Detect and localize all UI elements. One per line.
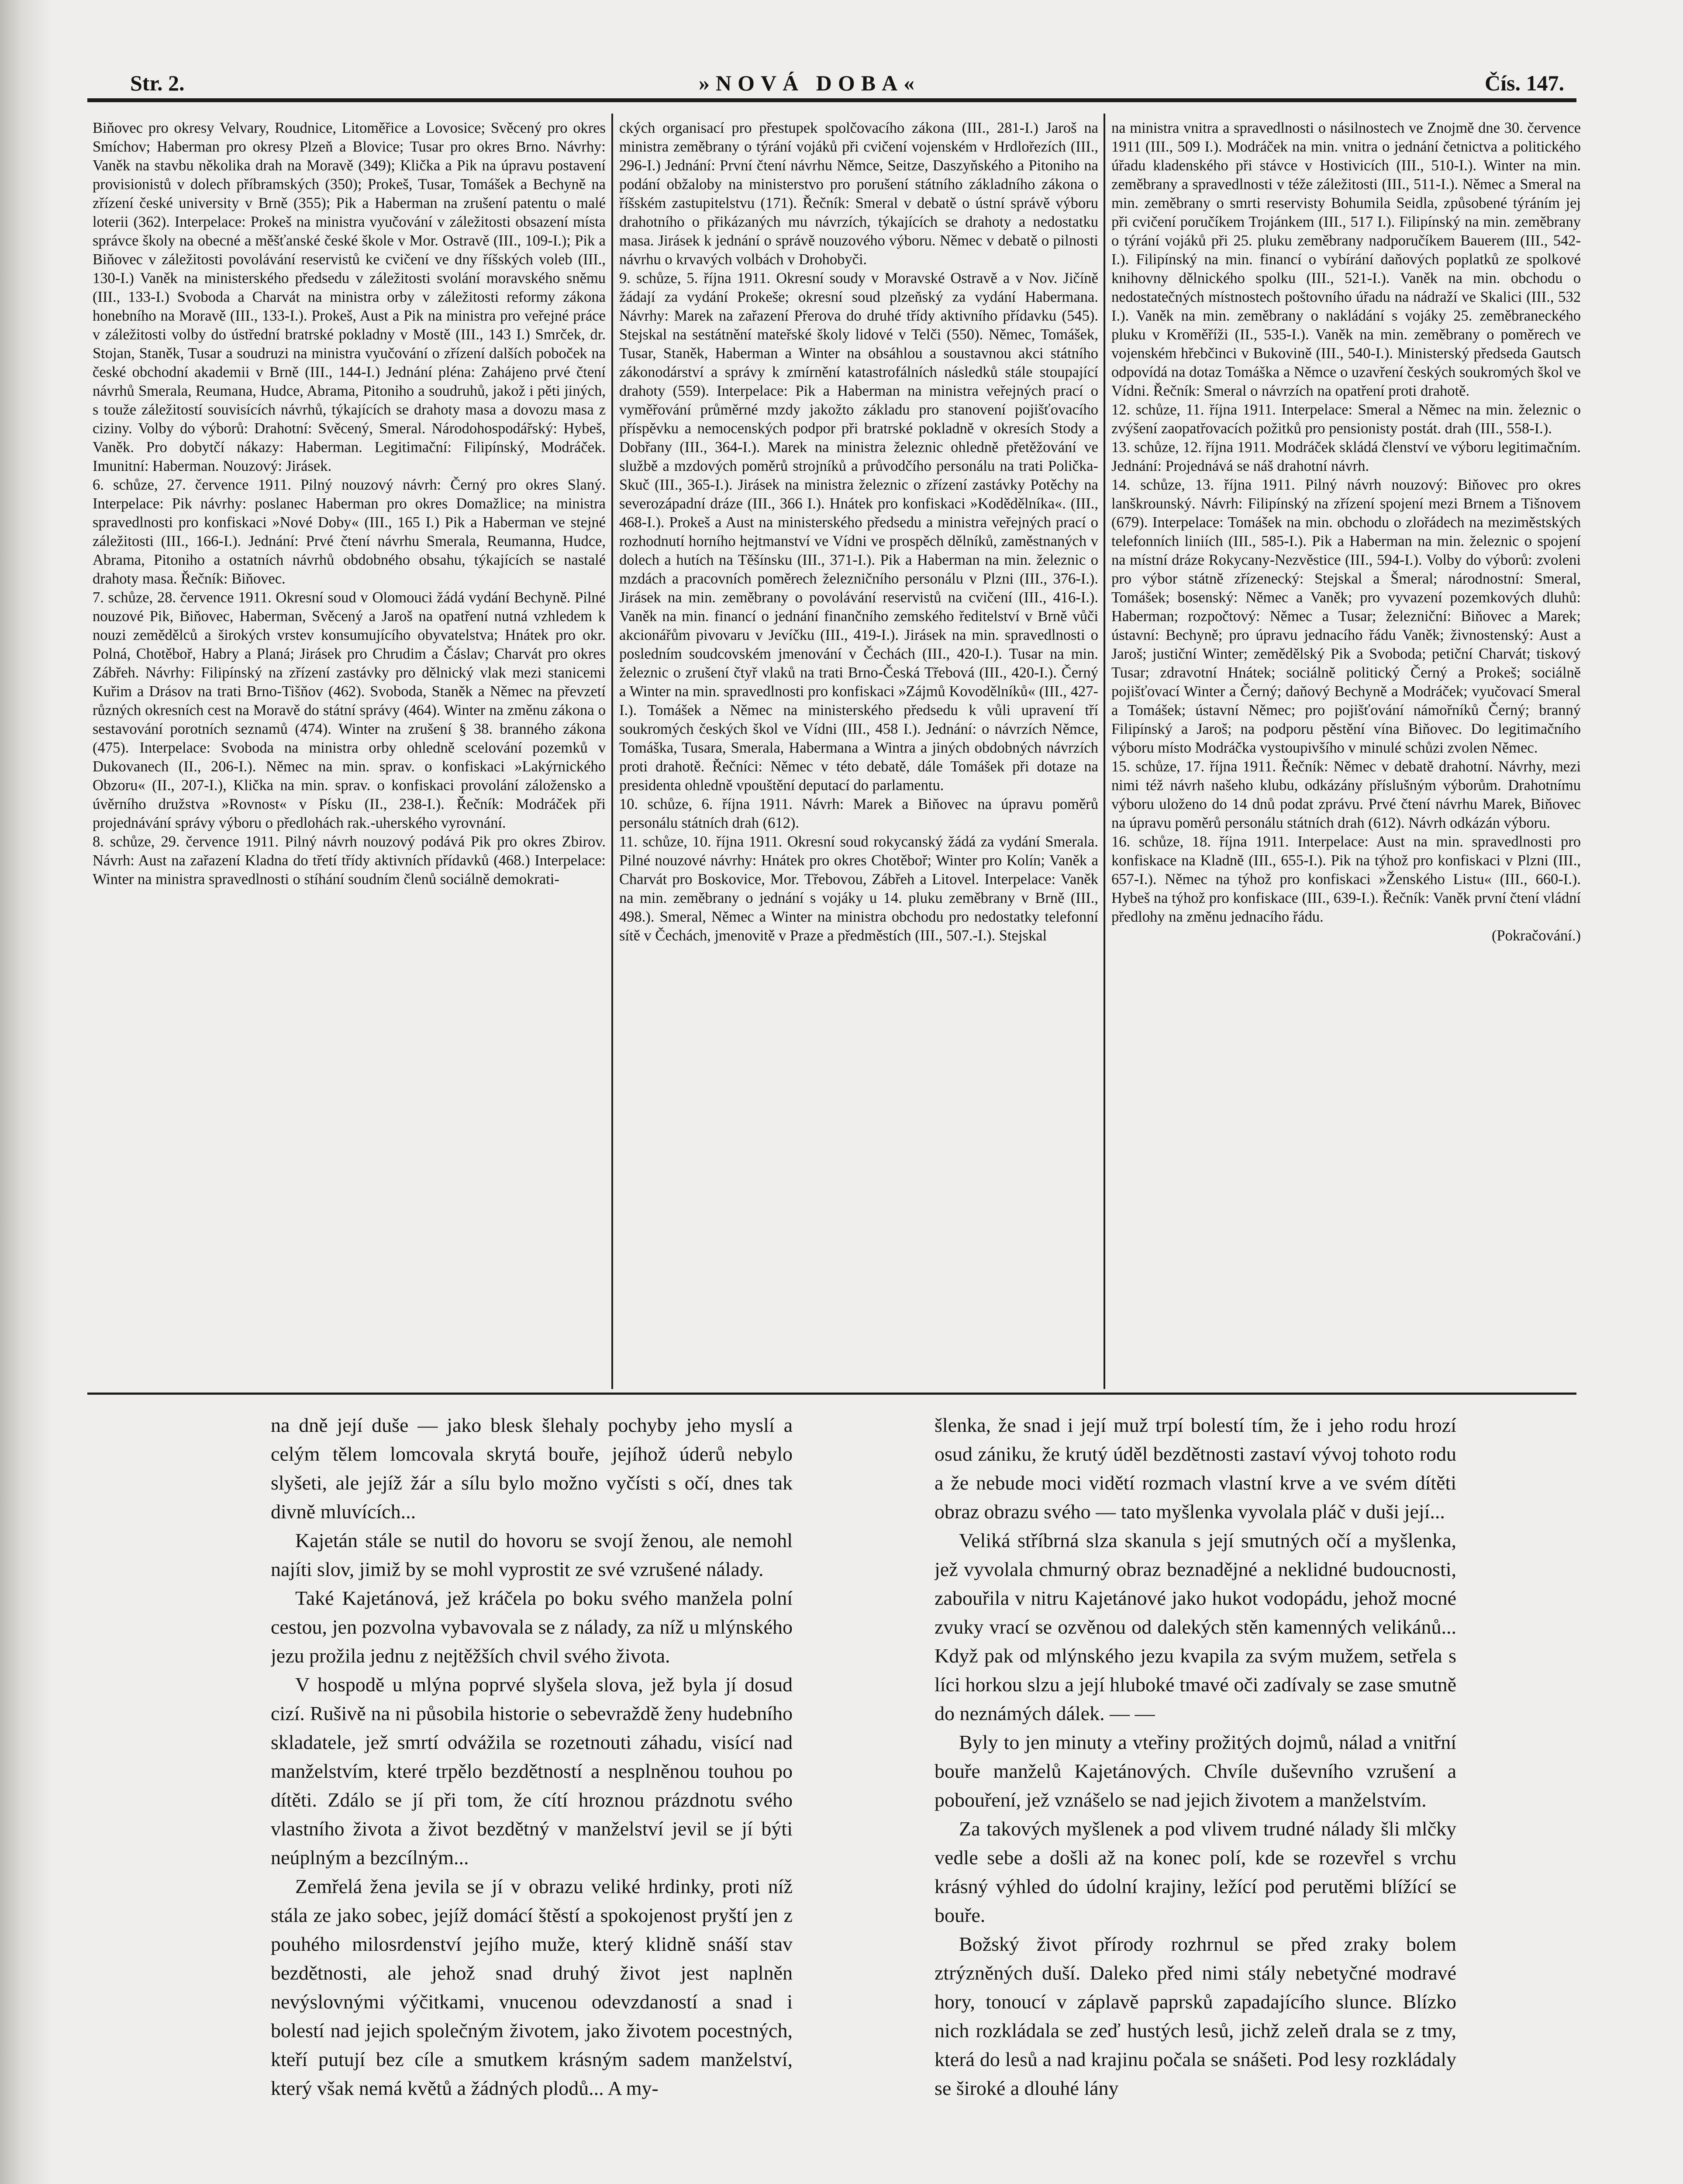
column-paragraph: 13. schůze, 12. října 1911. Modráček skládá členství ve výboru legitimačním. Jednání: Projednává se náš drahotní návrh. bbox=[1111, 439, 1581, 474]
column-paragraph: 15. schůze, 17. října 1911. Řečník: Němec v debatě drahotní. Návrhy, mezi nimi též návrh našeho klubu, odkázány příslušným výborům. Drahotnímu výboru uloženo do 14 dnů podat zprávu. Prvé čtení návrhu Marek, Biňovec na úpravu poměrů personálu státních drah (612). Návrh odkázán výboru. bbox=[1111, 758, 1581, 831]
story-right-text bbox=[935, 1411, 1456, 2184]
story-paragraph: Zemřelá ženа jevila se jí v obrazu veliké hrdinky, proti níž stála ze jako sobec, jejíž domácí štěstí a spokojenost pryští jen z pouhého milosrdenství jejího muže, který klidně snáší stav bezdětnosti, ale jehož snad druhý život jest naplněn nevýslovnými výčitkami, vnucenou odevzdaností a snad i bolestí nad jejich společným životem, jako životem pocestných, kteří putují bez cíle a smutkem krásným sadem manželství, který však nemá květů a žádných plodů... A my- bbox=[271, 1875, 793, 2099]
column-paragraph: 8. schůze, 29. července 1911. Pilný návrh nouzový podává Pik pro okres Zbirov. Návrh: Aust na zařazení Kladna do třetí třídy aktivních přídavků (468.) Interpelace: Winter na ministra spravedlnosti o stíhání soudním členů sociálně demokrati- bbox=[93, 833, 606, 888]
column-divider bbox=[611, 114, 613, 1389]
story-paragraph: Také Kajetánová, jež kráčela po boku svého manžela polní cestou, jen pozvolna vybavovala se z nálady, za níž u mlýnského jezu prožila jednu z nejtěžších chvil svého života. bbox=[271, 1587, 793, 1667]
story-paragraph: Božský život přírody rozhrnul se před zraky bolem ztrýzněných duší. Daleko před nimi stály nebetyčné modravé hory, tonoucí v záplavě paprsků zapadajícího slunce. Blízko nich rozkládala se zeď hustých lesů, jichž zeleň drala se z tmy, která do lesů a nad krajinu počala se snášeti. Pod lesy rozkládaly se široké a dlouhé lány bbox=[935, 1933, 1456, 2099]
story-paragraph: Za takových myšlenek a pod vlivem trudné nálady šli mlčky vedle sebe a došli až na konec polí, kde se rozevřel s vrchu krásný výhled do údolní krajiny, ležící pod perutěmi blížící se bouře. bbox=[935, 1818, 1456, 1926]
column-paragraph: 14. schůze, 13. října 1911. Pilný návrh nouzový: Biňovec pro okres lanškrounský. Návrh: Filipínský na zřízení spojení mezi Brnem a Tišnovem (679). Interpelace: Tomášek na min. obchodu o zlořádech na meziměstských telefonních liniích (III., 585-I.). Pik a Haberman na min. železnic o spojení na místní dráze Rokycany-Nezvěstice (III., 594-I.). Volby do výborů: zvoleni pro výbor státně zřízenecký: Stejskal a Šmeral; národnostní: Smeral, Tomášek; bosenský: Němec a Vaněk; pro vyvazení pozemkových dluhů: Haberman; rozpočtový: Němec a Tusar; železniční: Biňovec a Marek; ústavní: Bechyně; pro úpravu jednacího řádu Vaněk; živnostenský: Aust a Jaroš; justiční Winter; zemědělský Pik a Svoboda; petiční Charvát; tiskový Tusar; zdravotní Hnátek; sociálně politický Černý a Prokeš; sociálně pojišťovací Winter a Černý; daňový Bechyně a Modráček; vyučovací Smeral a Tomášek; ústavní Němec; pro pojišťování námořníků Černý; branný Filipínský a Jaroš; na podporu pěstění vína Biňovec. Do legitimačního výboru místo Modráčka vystoupivšího v minulé schůzi zvolen Němec. bbox=[1111, 477, 1581, 756]
parliament-column-3 bbox=[1111, 119, 1581, 1392]
newspaper-title: »NOVÁ DOBA« bbox=[699, 71, 921, 95]
column-paragraph: 11. schůze, 10. října 1911. Okresní soud rokycanský žádá za vydání Smerala. Pilné nouzové návrhy: Hnátek pro okres Chotěboř; Winter pro Kolín; Vaněk a Charvát pro Boskovice, Mor. Třebovou, Zábřeh a Litovel. Interpelace: Vaněk na min. zeměbrany o jednání s vojáky u 14. pluku zeměbrany v Brně (III., 498.). Smeral, Němec a Winter na ministra obchodu pro nedostatky telefonní sítě v Čechách, jmenovitě v Praze a předměstích (III., 507.-I.). Stejskal bbox=[619, 833, 1098, 944]
parliament-column-2 bbox=[619, 119, 1098, 1392]
column-paragraph: 7. schůze, 28. července 1911. Okresní soud v Olomouci žádá vydání Bechyně. Pilné nouzové Pik, Biňovec, Haberman, Svěcený a Jaroš na opatření nutná vzhledem k nouzi zemědělců a širokých vrstev konsumujícího obyvatelstva; Hnátek pro okr. Polná, Chotěboř, Habry a Planá; Jirásek pro Chrudim a Čáslav; Charvát pro okres Zábřeh. Návrhy: Filipínský na zřízení zastávky pro dělnický vlak mezi stanicemi Kuřim a Drásov na trati Brno-Tišňov (462). Svoboda, Staněk a Němec na převzetí různých okresních cest na Moravě do státní správy (464). Winter na změnu zákona o sestavování porotních seznamů (474). Winter na zrušení § 38. branného zákona (475). Interpelace: Svoboda na ministra orby ohledně scelování pozemků v Dukovanech (II., 206-I.). Němec na min. sprav. o konfiskaci »Lakýrnického Obzoru« (II., 207-I.), Klička na min. sprav. o konfiskaci provolání záložensko a úvěrního družstva »Rovnost« v Písku (II., 238-I.). Řečník: Modráček při projednávání správy výboru o předlohách rak.-uherského vyrovnání. bbox=[93, 589, 606, 831]
column-paragraph: 6. schůze, 27. července 1911. Pilný nouzový návrh: Černý pro okres Slaný. Interpelace: Pik návrhy: poslanec Haberman pro okres Domažlice; na ministra spravedlnosti pro konfiskaci »Nové Doby« (III., 165 I.) Pik a Haberman ve stejné záležitosti (III., 166-I.). Jednání: Prvé čtení návrhu Smerala, Reumanna, Hudce, Abrama, Pitoniho a ostatních návrhů obdobného obsahu, týkajících se nastalé drahoty masa. Řečník: Biňovec. bbox=[93, 477, 606, 587]
issue-number-label: Čís. 147. bbox=[1485, 71, 1564, 95]
column-paragraph: 16. schůze, 18. října 1911. Interpelace: Aust na min. spravedlnosti pro konfiskace na Kladně (III., 655-I.). Pik na týhož pro konfiskaci v Plzni (III., 657-I.). Němec na týhož pro konfiskaci »Ženského Listu« (III., 660-I.). Hybeš na týhož pro konfiskace (III., 639-I.). Řečník: Vaněk první čtení vládní předlohy na změnu jednacího řádu. bbox=[1111, 833, 1581, 925]
column-paragraph: 12. schůze, 11. října 1911. Interpelace: Smeral a Němec na min. železnic o zvýšení zaopatřovacích požitků pro pensionisty postát. drah (III., 558-I.). bbox=[1111, 401, 1581, 437]
scan-edge-shadow bbox=[0, 0, 52, 2184]
page-number-label: Str. 2. bbox=[130, 71, 185, 95]
column-divider bbox=[1104, 114, 1105, 1389]
continued-label: (Pokračování.) bbox=[1491, 927, 1581, 944]
story-paragraph: na dně její duše — jako blesk šlehaly pochyby jeho myslí a celým tělem lomcovala skrytá bouře, jejíhož úderů nebylo slyšeti, ale jejíž žár a sílu bylo možno vyčísti s očí, dnes tak divně mluvících... bbox=[271, 1414, 793, 1523]
story-left-text bbox=[271, 1411, 793, 2184]
story-paragraph: Kajetán stále se nutil do hovoru se svojí ženou, ale nemohl najíti slov, jimiž by se mohl vyprostit ze své vzrušené nálady. bbox=[271, 1529, 793, 1580]
column-paragraph: Biňovec pro okresy Velvary, Roudnice, Litoměřice a Lovosice; Svěcený pro okres Smíchov; Haberman pro okresy Plzeň a Blovice; Tusar pro okres Brno. Návrhy: Vaněk na stavbu několika drah na Moravě (349); Klička a Pik na úpravu postavení provisionistů v dolech příbramských (350); Prokeš, Tusar, Tomášek a Bechyně na zřízení české university v Brně (355); Pik a Haberman na zrušení patentu o malé loterii (362). Interpelace: Prokeš na ministra vyučování v záležitosti obsazení místa správce školy na obecné a měšťanské české škole v Mor. Ostravě (III., 109-I.); Pik a Biňovec v záležitosti povolávání reservistů ke cvičení ve dny říšských voleb (III., 130-I.) Vaněk na ministerského předsedu v záležitosti svolání moravského sněmu (III., 133-I.) Svoboda a Charvát na ministra orby v záležitosti reformy zákona honebního na Moravě (III., 133-I.). Prokeš, Aust a Pik na ministra pro veřejné práce v záležitosti volby do ústřední bratrské pokladny v Mostě (III., 143 I.) Smrček, dr. Stojan, Staněk, Tusar a soudruzi na ministra vyučování o zřízení dalších poboček na české obchodní akademii v Brně (III., 144-I.) Jednání pléna: Zahájeno prvé čtení návrhů Smerala, Reumana, Hudce, Abrama, Pitoniho a soudruhů, jakož i pěti jiných, s touže záležitostí souvisících návrhů, týkajících se drahoty masa a dovozu masa z ciziny. Volby do výborů: Drahotní: Svěcený, Smeral. Národohospodářský: Hybeš, Vaněk. Pro dobytčí nákazy: Haberman. Legitimační: Filipínský, Modráček. Imunitní: Haberman. Nouzový: Jirásek. bbox=[93, 120, 606, 474]
column-paragraph: 9. schůze, 5. října 1911. Okresní soudy v Moravské Ostravě a v Nov. Jičíně žádají za vydání Prokeše; okresní soud plzeňský za vydání Habermana. Návrhy: Marek na zařazení Přerova do druhé třídy aktivního přídavku (545). Stejskal na sestátnění mateřské školy lidové v Telči (550). Němec, Tomášek, Tusar, Staněk, Haberman a Winter na obsáhlou a soustavnou akci státního zákonodárství a správy k zmírnění katastrofálních následků stále stoupající drahoty (559). Interpelace: Pik a Haberman na ministra veřejných prací o vyměřování průměrné mzdy jakožto základu pro stanovení pojišťovacího příspěvku a nemocenských podpor při bratrské pokladně v okresích Stody a Dobřany (III., 364-I.). Marek na ministra železnic ohledně přetěžování ve službě a mzdových poměrů strojníků a průvodčího personálu na trati Polička-Skuč (III., 365-I.). Jirásek na ministra železnic o zřízení zastávky Potěchy na severozápadní dráze (III., 366 I.). Hnátek pro konfiskaci »Kodědělníka«. (III., 468-I.). Prokeš a Aust na ministerského předsedu a ministra veřejných prací o rozhodnutí horního hejtmanství ve Vídni ve prospěch dělníků, zaměstnaných v dolech a hutích na Těšínsku (III., 371-I.). Pik a Haberman na min. železnic o mzdách a pracovních poměrech železničního personálu v Plzni (III., 376-I.). Jirásek na min. zeměbrany o povolávání reservistů na cvičení (III., 416-I.). Vaněk na min. financí o jednání finančního zemského ředitelství v Brně vůči akcionářům pivovaru v Jevíčku (III., 419-I.). Jirásek na min. spravedlnosti o posledním soudcovském jmenování v Čechách (III., 420-I.). Tusar na min. železnic o zrušení čtyř vlaků na trati Brno-Česká Třebová (III., 420-I.). Černý a Winter na min. spravedlnosti pro konfiskaci »Zájmů Kovodělníků« (III., 427-I.). Tomášek a Němec na ministerského předsedu k vůli upravení tří soukromých českých škol ve Vídni (III., 458 I.). Jednání: o návrzích Němce, Tomáška, Tusara, Smerala, Habermana a Wintra a jiných obdobných návrzích proti drahotě. Řečníci: Němec v této debatě, dále Tomášek při dotaze na presidenta ohledně vpouštění deputací do parlamentu. bbox=[619, 270, 1098, 794]
story-paragraph: Veliká stříbrná slza skanula s její smutných očí a myšlenka, jež vyvolala chmurný obraz beznadějné a neklidné budoucnosti, zabouřila v nitru Kajetánové jako hukot vodopádu, jehož mocné zvuky vrací se ozvěnou od dalekých stěn kamenných velikánů... Když pak od mlýnského jezu kvapila za svým mužem, setřela s líci horkou slzu a její hluboké tmavé oči zadívaly se zase smutně do neznámých dálek. — — bbox=[935, 1529, 1456, 1724]
header-rule bbox=[87, 98, 1576, 102]
story-paragraph: Byly to jen minuty a vteřiny prožitých dojmů, nálad a vnitřní bouře manželů Kajetánových. Chvíle duševního vzrušení a pobouření, jež vznášelo se nad jejich životem a manželstvím. bbox=[935, 1731, 1456, 1811]
parliament-column-1 bbox=[93, 119, 606, 1392]
story-paragraph: šlenka, že snad i její muž trpí bolestí tím, že i jeho rodu hrozí osud zániku, že krutý úděl bezdětnosti zastaví vývoj tohoto rodu a že nebude moci vidětí rozmach vlastní krve a ve svém dítěti obraz obrazu svého — tato myšlenka vyvolala pláč v duši její... bbox=[935, 1414, 1456, 1523]
column-paragraph: ckých organisací pro přestupek spolčovacího zákona (III., 281-I.) Jaroš na ministra zeměbrany o týrání vojáků při cvičení vojenském v Hrdlořezích (III., 296-I.) Jednání: První čtení návrhu Němce, Seitze, Daszyňského a Pitoniho na podání obžaloby na ministerstvo pro porušení státního základního zákona o říšském zastupitelstvu (171). Řečník: Smeral v debatě o ústní správě výboru drahotního o přikázaných mu návrzích, týkajících se drahoty a nedostatku masa. Jirásek k jednání o správě nouzového výboru. Němec v debatě o pilnosti návrhu o krvavých volbách v Drohobyči. bbox=[619, 120, 1098, 268]
story-paragraph: V hospodě u mlýna poprvé slyšela slova, jež byla jí dosud cizí. Rušivě na ni působila historie o sebevraždě ženy hudebního skladatele, jež smrtí odvážila se rozetnouti záhadu, visící nad manželstvím, které trpělo bezdětností a nesplněnou touhou po dítěti. Zdálo se jí při tom, že cítí hroznou prázdnotu svého vlastního života a život bezdětný v manželství jevil se jí býti neúplným a bezcílným... bbox=[271, 1673, 793, 1869]
column-paragraph: na ministra vnitra a spravedlnosti o násilnostech ve Znojmě dne 30. července 1911 (III., 509 I.). Modráček na min. vnitra o jednání četnictva a politického úřadu kladenského při stávce v Hostivicích (III., 510-I.). Winter na min. zeměbrany a spravedlnosti v téže záležitosti (III., 511-I.). Němec a Smeral na min. zeměbrany o smrti reservisty Bohumila Seidla, způsobené týráním jej při cvičení poručíkem Trojánkem (III., 517 I.). Filipínský na min. zeměbrany o týrání vojáků při 25. pluku zeměbrany nadporučíkem Bauerem (III., 542-I.). Filipínský na min. financí o vybírání daňových poplatků ze spolkové knihovny dělnického spolku (III., 521-I.). Vaněk na min. obchodu o nedostatečných místnostech poštovního úřadu na nádraží ve Skalici (III., 532 I.). Vaněk na min. zeměbrany o nakládání s vojáky 25. zeměbraneckého pluku v Kroměříži (II., 535-I.). Vaněk na min. zeměbrany o poměrech ve vojenském hřebčinci v Bukovině (III., 540-I.). Ministerský předseda Gautsch odpovídá na dotaz Tomáška a Němce o uzavření českých soukromých škol ve Vídni. Řečník: Smeral o návrzích na opatření proti drahotě. bbox=[1111, 120, 1581, 399]
column-paragraph: 10. schůze, 6. října 1911. Návrh: Marek a Biňovec na úpravu poměrů personálu státních drah (612). bbox=[619, 796, 1098, 831]
